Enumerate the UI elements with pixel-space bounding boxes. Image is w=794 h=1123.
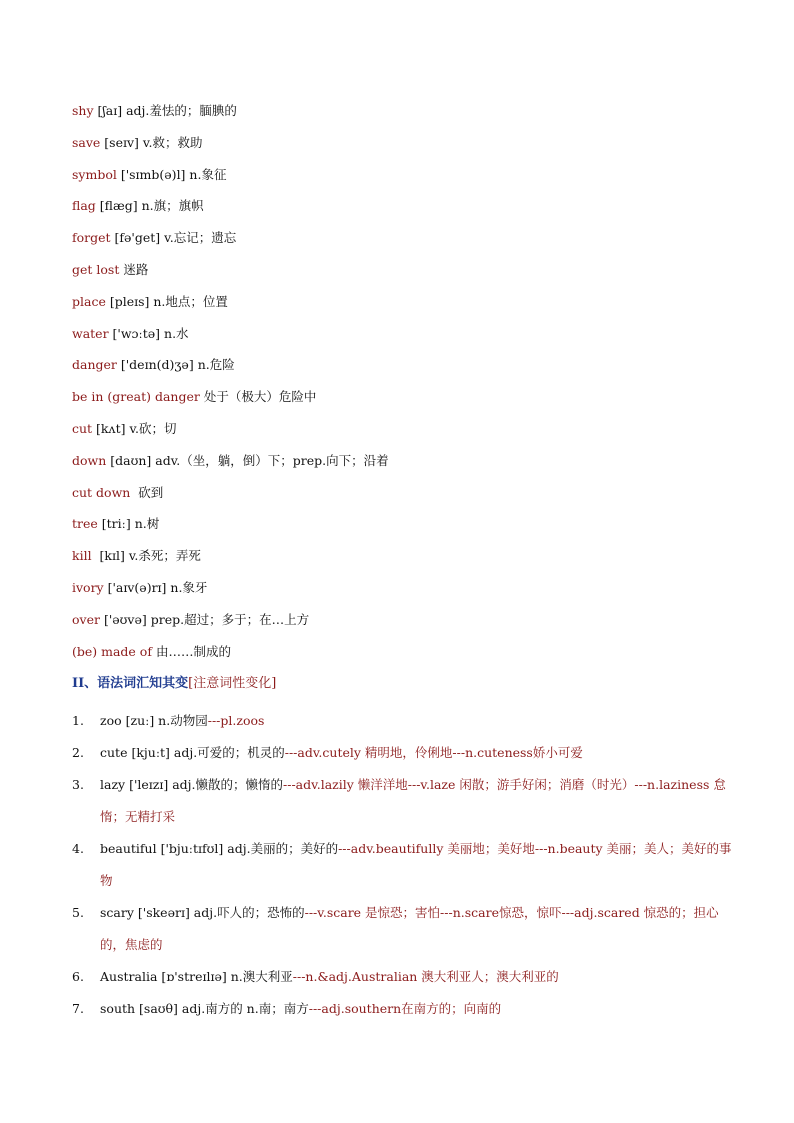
vocab-word: over	[72, 611, 100, 627]
vocab-word: symbol	[72, 166, 117, 182]
vocab-meaning: n.象牙	[170, 579, 208, 595]
vocab-word: kill	[72, 548, 92, 564]
vocab-meaning: v.忘记；遗忘	[164, 230, 237, 246]
vocab-item	[72, 451, 772, 483]
vocab-item	[72, 355, 772, 387]
vocab-phonetic: ['aɪv(ə)rɪ]	[103, 579, 171, 595]
vocab-meaning: 处于（极大）危险中	[203, 389, 317, 405]
vocab-phonetic: [kʌt]	[92, 420, 130, 436]
vocab-item	[72, 514, 772, 546]
vocab-word: flag	[72, 198, 96, 214]
vocab-phonetic: [fə'get]	[110, 230, 165, 246]
vocabulary-list	[72, 101, 772, 673]
grammar-derivation: ---adj.southern在南方的；向南的	[308, 1001, 502, 1016]
vocab-word: forget	[72, 230, 111, 246]
grammar-list	[72, 705, 732, 1025]
grammar-derivation: ---adv.cutely 精明地，伶俐地---n.cuteness娇小可爱	[284, 745, 583, 760]
grammar-item	[72, 961, 732, 993]
vocab-phonetic: [flæg]	[95, 198, 142, 214]
vocab-meaning: n.旗；旗帜	[141, 198, 204, 214]
vocab-item	[72, 546, 772, 578]
vocab-word: place	[72, 293, 106, 309]
vocab-meaning: adj.羞怯的；腼腆的	[126, 103, 237, 118]
vocab-item	[72, 578, 772, 610]
grammar-item-number: 6.	[72, 969, 84, 984]
vocab-item	[72, 228, 772, 260]
grammar-item-number: 2.	[72, 745, 84, 760]
vocab-item	[72, 387, 772, 419]
grammar-headword: south [saʊθ] adj.南方的 n.南；南方	[100, 1001, 309, 1016]
vocab-meaning: 砍到	[138, 484, 164, 500]
vocab-meaning: n.象征	[189, 166, 227, 182]
vocab-word: danger	[72, 357, 117, 373]
vocab-meaning: v.砍；切	[129, 420, 177, 436]
vocab-phonetic: [pleɪs]	[105, 293, 154, 309]
grammar-headword: Australia [ɒ'streɪlɪə] n.澳大利亚	[100, 969, 293, 984]
vocab-meaning: n.水	[164, 325, 189, 341]
vocab-word: cut	[72, 420, 93, 436]
vocab-word: tree	[72, 516, 98, 532]
grammar-headword: lazy ['leɪzɪ] adj.懒散的；懒惰的	[100, 777, 284, 792]
vocab-phonetic: [kɪl]	[91, 548, 129, 564]
grammar-derivation: ---n.&adj.Australian 澳大利亚人；澳大利亚的	[292, 969, 559, 984]
vocab-phonetic: ['deɪn(d)ʒə]	[116, 357, 198, 373]
vocab-word: cut down	[72, 484, 131, 500]
vocab-word: (be) made of	[72, 643, 152, 659]
vocab-meaning: prep.超过；多于；在…上方	[150, 611, 310, 627]
grammar-headword: scary ['skeərɪ] adj.吓人的；恐怖的	[100, 905, 305, 920]
vocab-item	[72, 419, 772, 451]
vocab-item	[72, 324, 772, 356]
vocab-meaning: v.救；救助	[142, 134, 203, 150]
grammar-item	[72, 705, 732, 737]
grammar-derivation: ---adv.beautifully 美丽地；美好地---n.beauty 美丽；美人；美好的事物	[100, 841, 732, 888]
vocab-word: ivory	[72, 579, 104, 595]
vocab-phonetic: [triː]	[97, 516, 135, 532]
vocab-item	[72, 483, 772, 515]
grammar-item-number: 7.	[72, 1001, 84, 1016]
vocab-meaning: n.地点；位置	[153, 293, 228, 309]
vocab-word: shy	[72, 103, 94, 118]
vocab-word: down	[72, 452, 107, 468]
vocab-item	[72, 292, 772, 324]
section-title-text: II、语法词汇知其变	[72, 676, 189, 691]
grammar-item-number: 1.	[72, 713, 84, 728]
grammar-item	[72, 833, 732, 897]
grammar-item	[72, 737, 732, 769]
vocab-meaning: adv.（坐，躺，倒）下；prep.向下；沿着	[155, 452, 389, 468]
grammar-item	[72, 993, 732, 1025]
vocab-item	[72, 133, 772, 165]
vocab-item	[72, 101, 772, 133]
vocab-meaning: v.杀死；弄死	[128, 548, 201, 564]
grammar-derivation: ---adv.lazily 懒洋洋地---v.laze 闲散；游手好闲；消磨（时光）---n.laziness 怠惰；无精打采	[100, 777, 726, 824]
section-title-note: [注意词性变化]	[188, 676, 277, 691]
vocab-item	[72, 196, 772, 228]
vocab-phonetic: ['wɔːtə]	[108, 325, 165, 341]
vocab-phonetic: ['əʊvə]	[99, 611, 151, 627]
vocab-phonetic: [seɪv]	[100, 134, 143, 150]
vocab-meaning: 迷路	[123, 261, 149, 277]
grammar-item	[72, 769, 732, 833]
vocab-word: save	[72, 134, 101, 150]
vocab-phonetic: [ʃaɪ]	[93, 103, 127, 118]
vocab-item	[72, 260, 772, 292]
grammar-derivation: ---pl.zoos	[207, 713, 265, 728]
grammar-item-number: 3.	[72, 777, 84, 792]
vocab-item	[72, 610, 772, 642]
grammar-headword: zoo [zuː] n.动物园	[100, 713, 208, 728]
vocab-word: get lost	[72, 261, 120, 277]
vocab-phonetic: [daʊn]	[106, 452, 156, 468]
vocab-phonetic: ['sɪmb(ə)l]	[116, 166, 190, 182]
section-title	[72, 673, 276, 695]
vocab-item	[72, 165, 772, 197]
grammar-item	[72, 897, 732, 961]
vocab-word: be in (great) danger	[72, 389, 200, 405]
grammar-headword: cute [kjuːt] adj.可爱的；机灵的	[100, 745, 285, 760]
grammar-derivation: ---v.scare 是惊恐；害怕---n.scare惊恐，惊吓---adj.scared 惊恐的；担心的，焦虑的	[100, 905, 719, 952]
vocab-word: water	[72, 325, 109, 341]
grammar-item-number: 4.	[72, 841, 84, 856]
vocab-item	[72, 642, 772, 674]
vocab-meaning: n.危险	[197, 357, 235, 373]
vocab-meaning: 由……制成的	[155, 643, 231, 659]
grammar-headword: beautiful ['bjuːtɪfʊl] adj.美丽的；美好的	[100, 841, 339, 856]
vocab-meaning: n.树	[134, 516, 160, 532]
grammar-item-number: 5.	[72, 905, 84, 920]
